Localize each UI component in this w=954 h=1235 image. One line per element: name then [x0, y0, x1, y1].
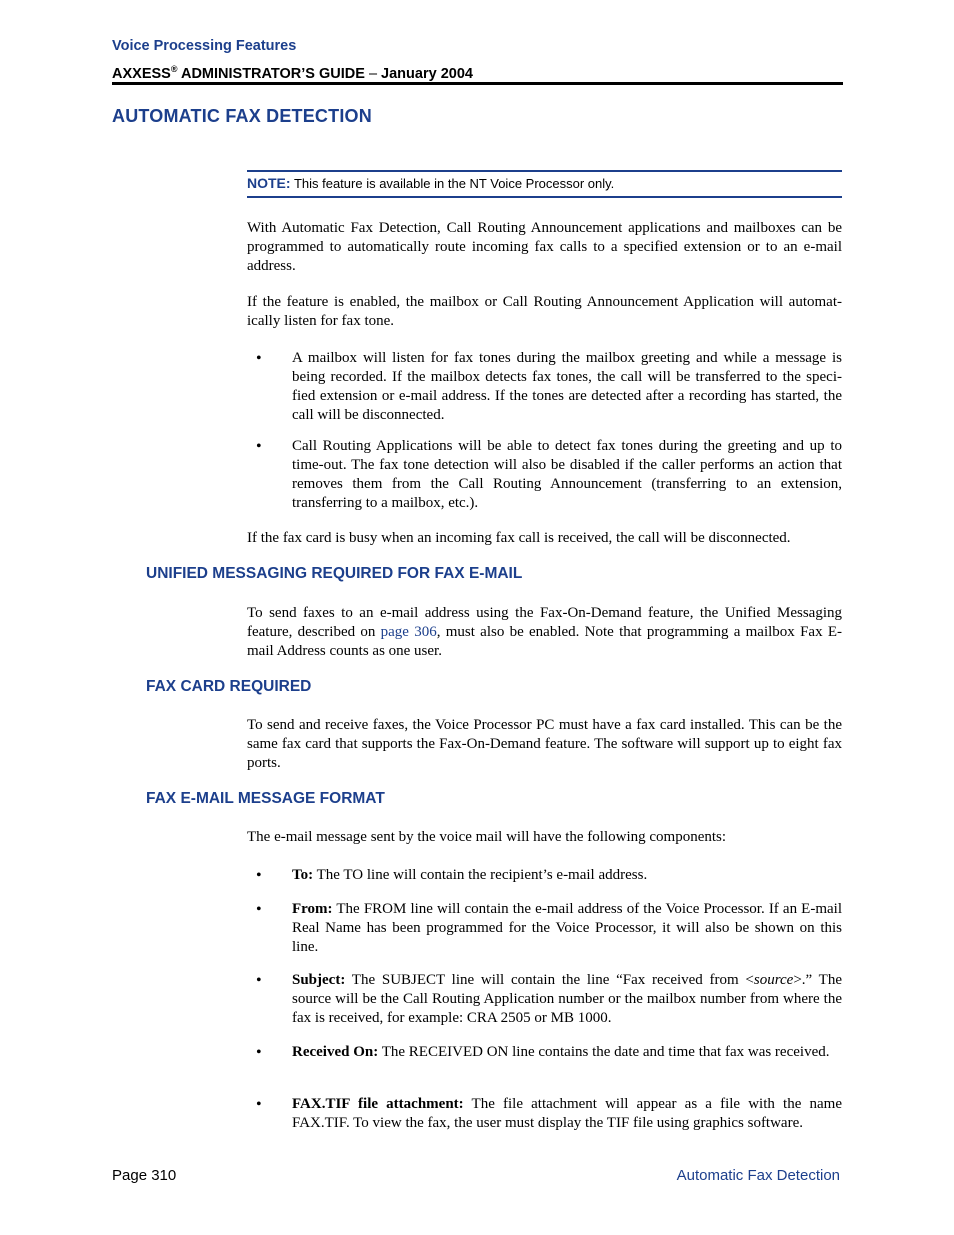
list-item: [256, 866, 842, 885]
list-item-lead: Subject:: [292, 972, 346, 988]
heading-unified-messaging: UNIFIED MESSAGING REQUIRED FOR FAX E-MAIL: [146, 565, 523, 582]
bullet-icon: •: [256, 972, 262, 989]
list-item-text: The FROM line will contain the e-mail address of the Voice Processor. If an E-mail Real Name has been programmed for the Voice Processor, it will also be shown on this line.: [292, 901, 842, 955]
list-item: [256, 1095, 842, 1133]
list-item-text: The RECEIVED ON line contains the date and time that fax was received.: [378, 1044, 830, 1060]
intro-paragraph-2: If the feature is enabled, the mailbox or Call Routing Announcement Application will automat-ically listen for fax tone.: [247, 294, 842, 329]
bullet-icon: •: [256, 438, 262, 455]
running-header: [112, 37, 842, 84]
heading-message-format: FAX E-MAIL MESSAGE FORMAT: [146, 790, 385, 807]
list-item-lead: To:: [292, 867, 314, 883]
list-item-text: The SUBJECT line will contain the line “Fax received from <: [345, 972, 754, 988]
bullet-icon: •: [256, 1096, 262, 1113]
list-item-text: >.” The source will be the Call Routing Application number or the mailbox number from where the fax is received, for example: CRA 2505 or MB 1000.: [292, 972, 842, 1026]
bullet-icon: •: [256, 350, 262, 367]
list-item-text: The file attachment will appear as a file with the name FAX.TIF. To view the fax, the user must display the TIF file using graphics software.: [292, 1096, 842, 1131]
header-brand: AXXESS: [112, 66, 171, 82]
bullet-icon: •: [256, 1044, 262, 1061]
page-title: AUTOMATIC FAX DETECTION: [112, 106, 372, 126]
list-item: [256, 900, 842, 957]
header-dash: –: [364, 66, 382, 82]
message-format-intro: The e-mail message sent by the voice mail will have the following components:: [247, 829, 727, 845]
bullet-icon: •: [256, 901, 262, 918]
list-item: [256, 971, 842, 1028]
list-item-text: A mailbox will listen for fax tones during the mailbox greeting and while a message is being recorded. If the mailbox detects fax tones, the call will be transferred to the speci-fied extension or e-mail address. If the tones are detected after a recording has started, the call will be disconnected.: [292, 350, 842, 423]
list-item-lead: Received On:: [292, 1044, 379, 1060]
registered-mark: ®: [170, 64, 178, 74]
note-box: [247, 170, 842, 198]
list-item: [256, 437, 842, 513]
unified-messaging-paragraph: [247, 604, 842, 661]
list-item-text: The TO line will contain the recipient’s e-mail address.: [313, 867, 648, 883]
header-rule: [112, 82, 843, 85]
source-placeholder: source: [753, 972, 794, 988]
bullet-icon: •: [256, 867, 262, 884]
list-item-lead: From:: [292, 901, 333, 917]
note-text: This feature is available in the NT Voice Processor only.: [290, 176, 615, 191]
intro-paragraph-3: If the fax card is busy when an incoming fax call is received, the call will be disconnected.: [247, 530, 791, 546]
list-item-text: Call Routing Applications will be able to detect fax tones during the greeting and up to time-out. The fax tone detection will also be disabled if the caller performs an action that removes them from the Call Routing Announcement (transferring to an extension, transferring to a mailbox, etc.).: [292, 438, 842, 511]
footer-page-number: Page 310: [112, 1167, 177, 1184]
unified-text-before: To send faxes to an e-mail address using the Fax-On-Demand feature, the Unified Messaging feature, described on: [247, 605, 842, 640]
page-306-link[interactable]: page 306: [380, 624, 437, 640]
footer-section-link[interactable]: Automatic Fax Detection: [676, 1167, 840, 1184]
unified-text-after: , must also be enabled. Note that programming a mailbox Fax E-mail Address counts as one user.: [247, 624, 842, 659]
note-label: NOTE:: [247, 175, 291, 191]
header-guide-title: [112, 59, 842, 84]
header-section-name: Voice Processing Features: [112, 38, 297, 54]
fax-card-paragraph: To send and receive faxes, the Voice Processor PC must have a fax card installed. This can be the same fax card that supports the Fax-On-Demand feature. The software will support up to eight fax ports.: [247, 717, 842, 771]
heading-fax-card: FAX CARD REQUIRED: [146, 678, 312, 695]
list-item: [256, 1043, 842, 1062]
list-item-lead: FAX.TIF file attachment:: [292, 1096, 464, 1112]
header-guide-name: ADMINISTRATOR’S GUIDE: [177, 66, 365, 82]
intro-paragraph-1: With Automatic Fax Detection, Call Routing Announcement applications and mailboxes can be programmed to automatically route incoming fax calls to a specified extension or to an e-mail address.: [247, 220, 842, 274]
list-item: [256, 349, 842, 425]
header-date: January 2004: [381, 66, 473, 82]
